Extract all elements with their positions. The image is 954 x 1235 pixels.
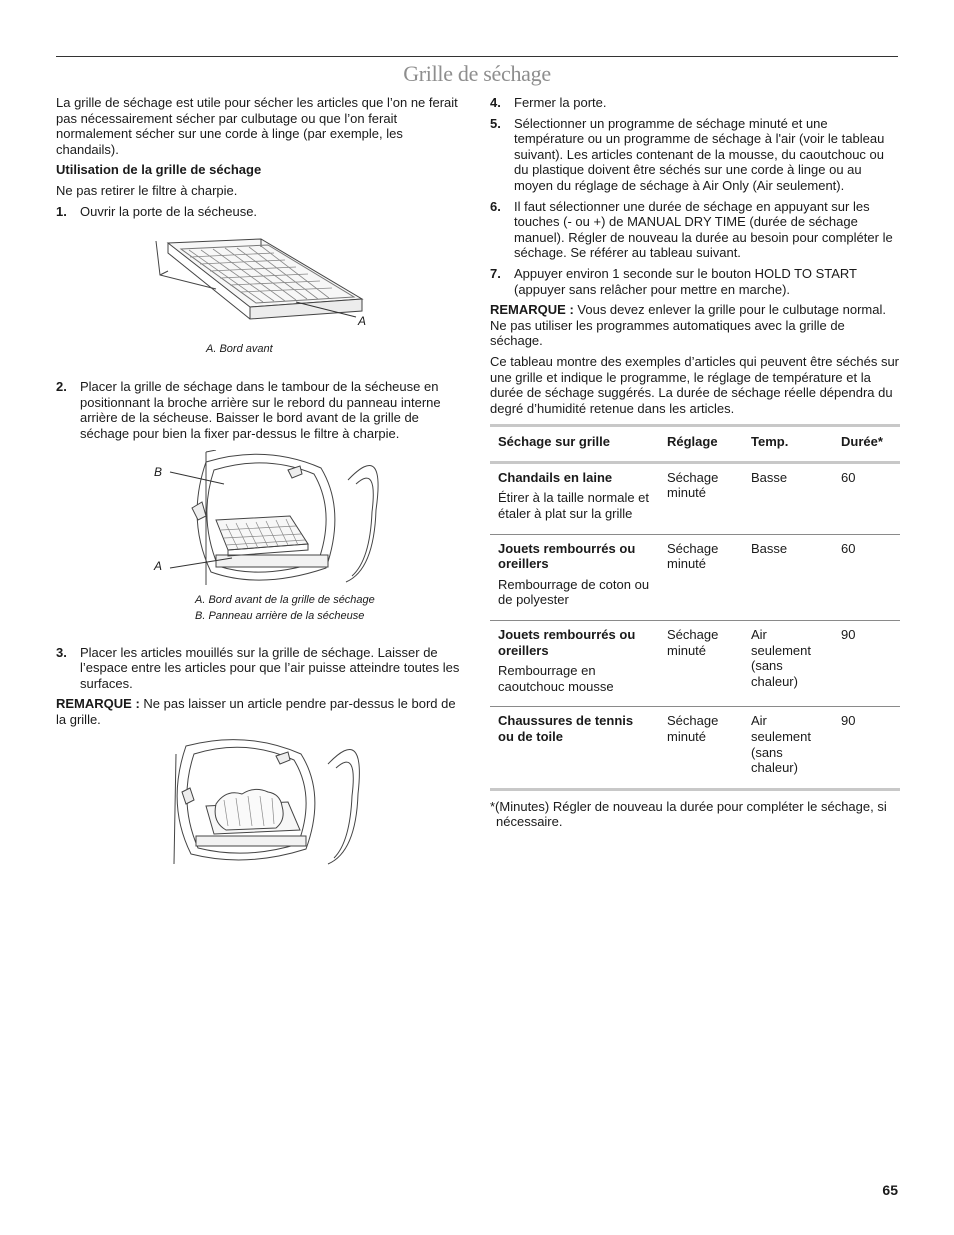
table-cell-temp: Basse [751, 540, 788, 556]
note-text: Ne pas laisser un article pendre par-dessus le bord de la grille. [56, 696, 456, 727]
table-cell-item [490, 534, 659, 620]
table-cell-time: 60 [841, 540, 856, 556]
note-label: REMARQUE : [56, 696, 140, 712]
table-cell-item [490, 462, 659, 534]
items-on-rack-illustration [56, 734, 464, 869]
item-detail: Rembourrage en caoutchouc mousse [498, 663, 614, 694]
table-cell-item [490, 621, 659, 707]
note-paragraph [56, 696, 464, 727]
item-title: Jouets rembourrés ou oreillers [498, 627, 636, 658]
table-cell-temp: Air seulement (sans chaleur) [751, 713, 811, 776]
step-number: 1. [56, 203, 67, 219]
step-number: 4. [490, 95, 501, 110]
intro-paragraph: La grille de séchage est utile pour sécher les articles que l’on ne ferait pas nécessairement sécher par culbutage ou que l’on ferait normalement sécher sur une corde à linge (par exemple, les chandails). [56, 95, 458, 157]
page-title: Grille de séchage [403, 61, 551, 86]
table-cell-setting: Séchage minuté [667, 469, 719, 501]
item-title: Chandails en laine [498, 469, 613, 485]
table-cell-time: 60 [841, 469, 856, 485]
step-number: 2. [56, 379, 67, 395]
table-cell-setting: Séchage minuté [667, 713, 719, 744]
table-cell-setting: Séchage minuté [667, 540, 719, 572]
step-text: Sélectionner un programme de séchage minuté et une température ou un programme de séchage à l'air (voir le tableau suivant). Les articles contenant de la mousse, du caoutchouc ou du plastique doivent être séchés sur une corde à linge ou au moyen du réglage de séchage à Air Only (Air seulement). [514, 115, 885, 193]
step-text: Il faut sélectionner une durée de séchage en appuyant sur les touches (- ou +) de MANUAL DRY TIME (durée de séchage manuel). Régler de nouveau la durée au besoin pour compléter le séchage. Se référer au tableau suivant. [514, 198, 893, 261]
section-subheading: Utilisation de la grille de séchage [56, 162, 262, 178]
table-row [490, 462, 900, 534]
table-cell-setting: Séchage minuté [667, 627, 719, 658]
item-title: Chaussures de tennis ou de toile [498, 713, 634, 744]
item-detail: Étirer à la taille normale et étaler à plat sur la grille [498, 490, 650, 522]
table-cell-item [490, 707, 659, 789]
step-text: Ouvrir la porte de la sécheuse. [80, 203, 258, 219]
note-label: REMARQUE : [490, 302, 574, 318]
step-3 [56, 645, 464, 692]
table-cell-time: 90 [841, 627, 856, 643]
note-paragraph [490, 302, 900, 349]
top-rule [56, 56, 898, 57]
figure-caption: A. Bord avant [206, 343, 273, 356]
item-detail: Rembourrage de coton ou de polyester [498, 576, 650, 608]
step-2 [56, 379, 464, 441]
figure-rack-in-drum [56, 450, 464, 645]
table-footnote: *(Minutes) Régler de nouveau la durée pour compléter le séchage, si nécessaire. [490, 798, 887, 830]
table-header: Durée* [841, 434, 883, 450]
step-text: Appuyer environ 1 seconde sur le bouton HOLD TO START (appuyer sans relâcher pour mettre en marche). [514, 265, 857, 297]
table-row [490, 707, 900, 789]
figure-caption-b: B. Panneau arrière de la sécheuse [195, 609, 365, 622]
step-6 [490, 199, 900, 261]
figure-label-b: B [154, 464, 163, 479]
figure-label-a: A [358, 314, 367, 329]
step-number: 3. [56, 644, 67, 660]
table-header: Séchage sur grille [498, 434, 610, 450]
step-number: 6. [490, 198, 501, 214]
step-4 [490, 95, 900, 111]
item-title: Jouets rembourrés ou oreillers [498, 540, 636, 572]
right-column [490, 95, 900, 835]
drying-rack-illustration [56, 229, 464, 357]
step-text: Placer les articles mouillés sur la grille de séchage. Laisser de l’espace entre les articles pour que l’air puisse atteindre toutes les surfaces. [80, 644, 460, 691]
table-cell-temp: Basse [751, 469, 788, 485]
step-number: 5. [490, 115, 501, 131]
figure-items-on-rack [56, 734, 464, 874]
step-text: Fermer la porte. [514, 95, 607, 110]
table-cell-temp: Air seulement (sans chaleur) [751, 627, 811, 689]
table-cell-time: 90 [841, 713, 856, 729]
drying-rack-table [490, 424, 900, 791]
dryer-drum-illustration [56, 450, 464, 590]
page-number: 65 [882, 1182, 898, 1198]
step-text: Placer la grille de séchage dans le tambour de la sécheuse en positionnant la broche arrière sur le rebord du panneau interne arrière de la sécheuse. Baisser le bord avant de la grille de séchage pour bien la fixer par-dessus le filtre à charpie. [80, 379, 441, 441]
step-number: 7. [490, 265, 501, 281]
left-column [56, 95, 464, 874]
figure-caption-a: A. Bord avant de la grille de séchage [195, 593, 375, 606]
step-5 [490, 116, 900, 194]
table-header: Temp. [751, 434, 789, 450]
note-text: Vous devez enlever la grille pour le culbutage normal. Ne pas utiliser les programmes automatiques avec la grille de séchage. [490, 302, 886, 349]
no-remove-note: Ne pas retirer le filtre à charpie. [56, 182, 238, 198]
table-intro: Ce tableau montre des exemples d’articles qui peuvent être séchés sur une grille et indique le programme, le réglage de température et la durée de séchage suggérés. La durée de séchage réelle dépendra du degré d’humidité retenue dans les articles. [490, 353, 899, 416]
table-header-row [490, 426, 900, 463]
table-row [490, 621, 900, 707]
figure-label-a: A [154, 558, 163, 573]
step-1 [56, 204, 464, 220]
table-row [490, 534, 900, 620]
figure-drying-rack [56, 229, 464, 379]
table-header: Réglage [667, 434, 718, 450]
step-7 [490, 266, 900, 297]
